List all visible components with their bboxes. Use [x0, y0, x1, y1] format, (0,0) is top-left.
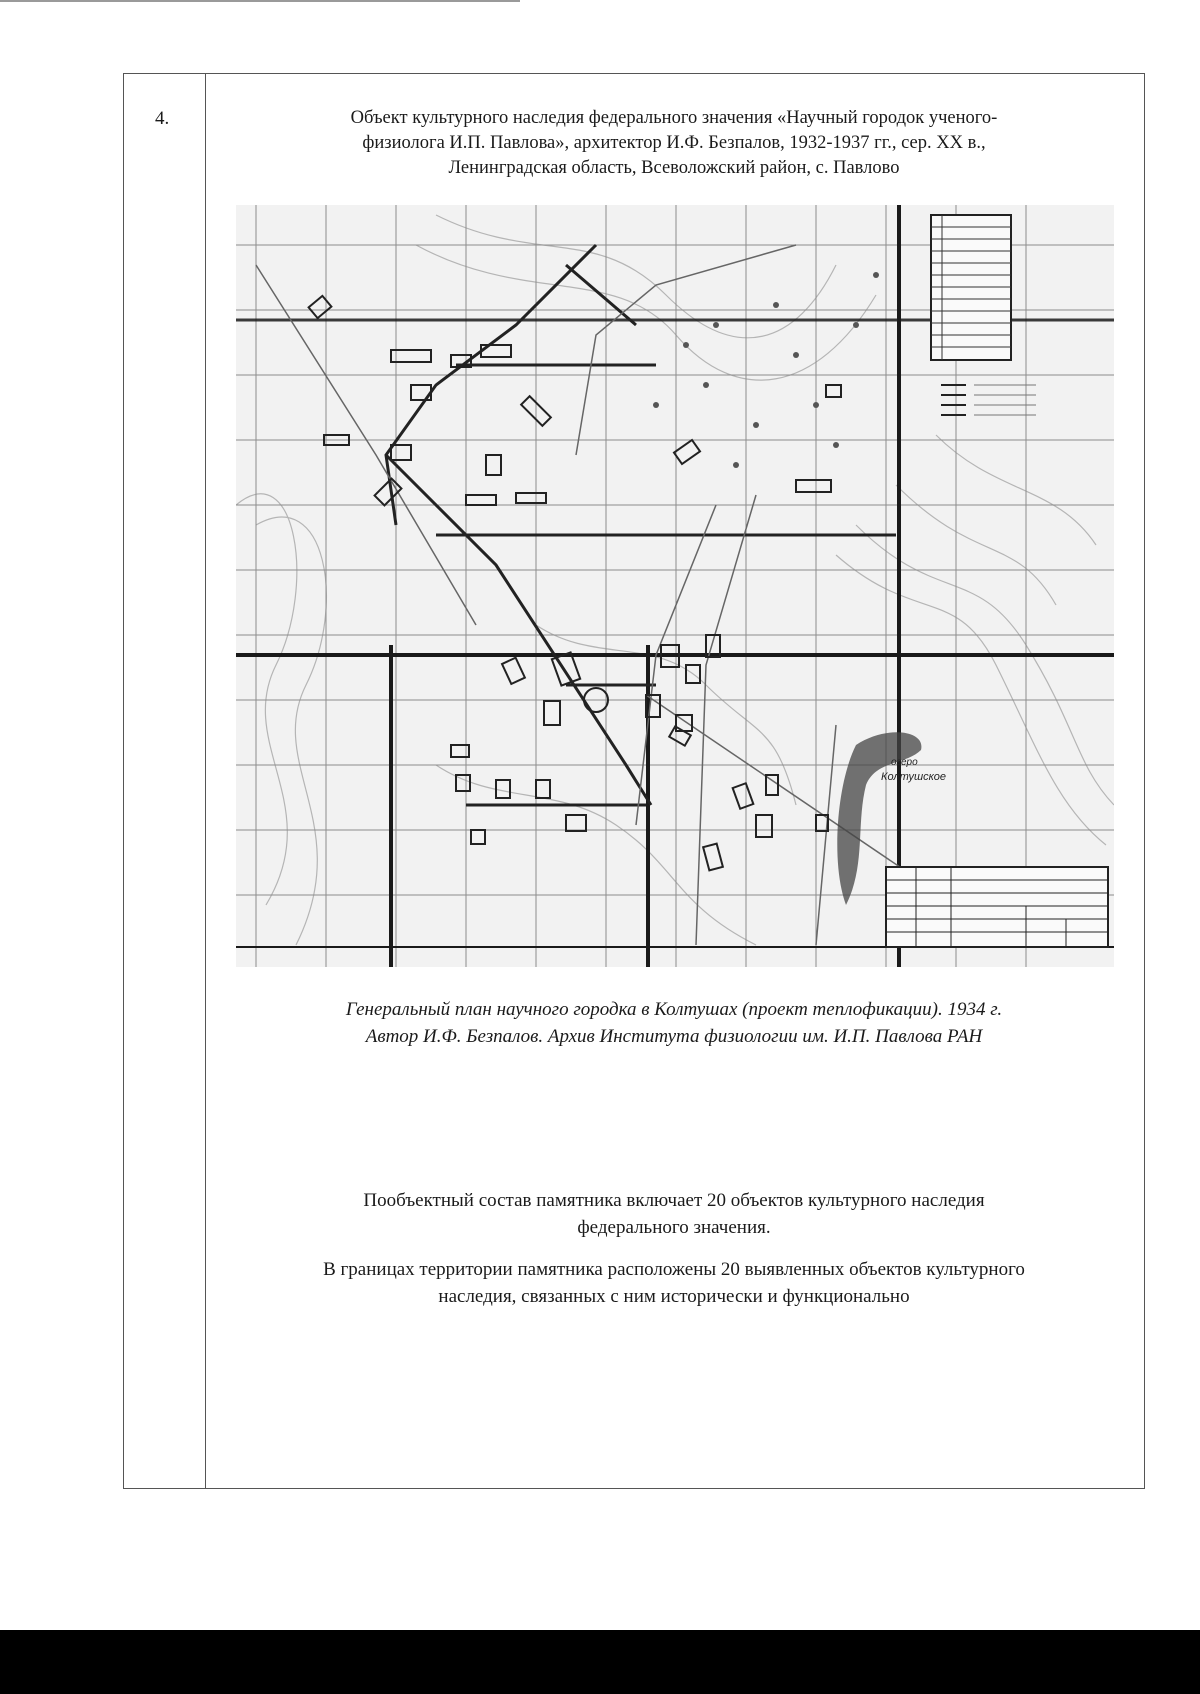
identified-objects-line-2: наследия, связанных с ним исторически и функционально: [438, 1286, 910, 1307]
top-scan-rule: [0, 0, 520, 2]
title-block: [886, 867, 1108, 947]
row-number: 4.: [155, 108, 170, 129]
composition-paragraph: [220, 1187, 1128, 1241]
plan-caption-line-2: Автор И.Ф. Безпалов. Архив Института физиологии им. И.П. Павлова РАН: [365, 1026, 983, 1047]
general-plan-image: [236, 205, 1114, 967]
composition-paragraph-line-2: федерального значения.: [577, 1217, 771, 1238]
lake-label-1: озеро: [891, 757, 918, 768]
lake-label-2: Колтушское: [881, 771, 947, 783]
plan-caption-line-1: Генеральный план научного городка в Колтушах (проект теплофикации). 1934 г.: [345, 999, 1003, 1020]
composition-paragraph-line-1: Пообъектный состав памятника включает 20 объектов культурного наследия: [363, 1190, 985, 1211]
object-title-line-3: Ленинградская область, Всеволожский район, с. Павлово: [448, 158, 900, 178]
scan-bottom-edge: [0, 1630, 1200, 1694]
object-title: [220, 106, 1128, 181]
identified-objects-paragraph: [220, 1256, 1128, 1310]
frame-column-divider: [205, 73, 206, 1489]
object-title-line-2: физиолога И.П. Павлова», архитектор И.Ф. Безпалов, 1932-1937 гг., сер. XX в.,: [362, 133, 986, 153]
identified-objects-line-1: В границах территории памятника расположены 20 выявленных объектов культурного: [323, 1259, 1025, 1280]
object-title-line-1: Объект культурного наследия федерального значения «Научный городок ученого-: [350, 108, 998, 128]
plan-caption: [220, 996, 1128, 1050]
